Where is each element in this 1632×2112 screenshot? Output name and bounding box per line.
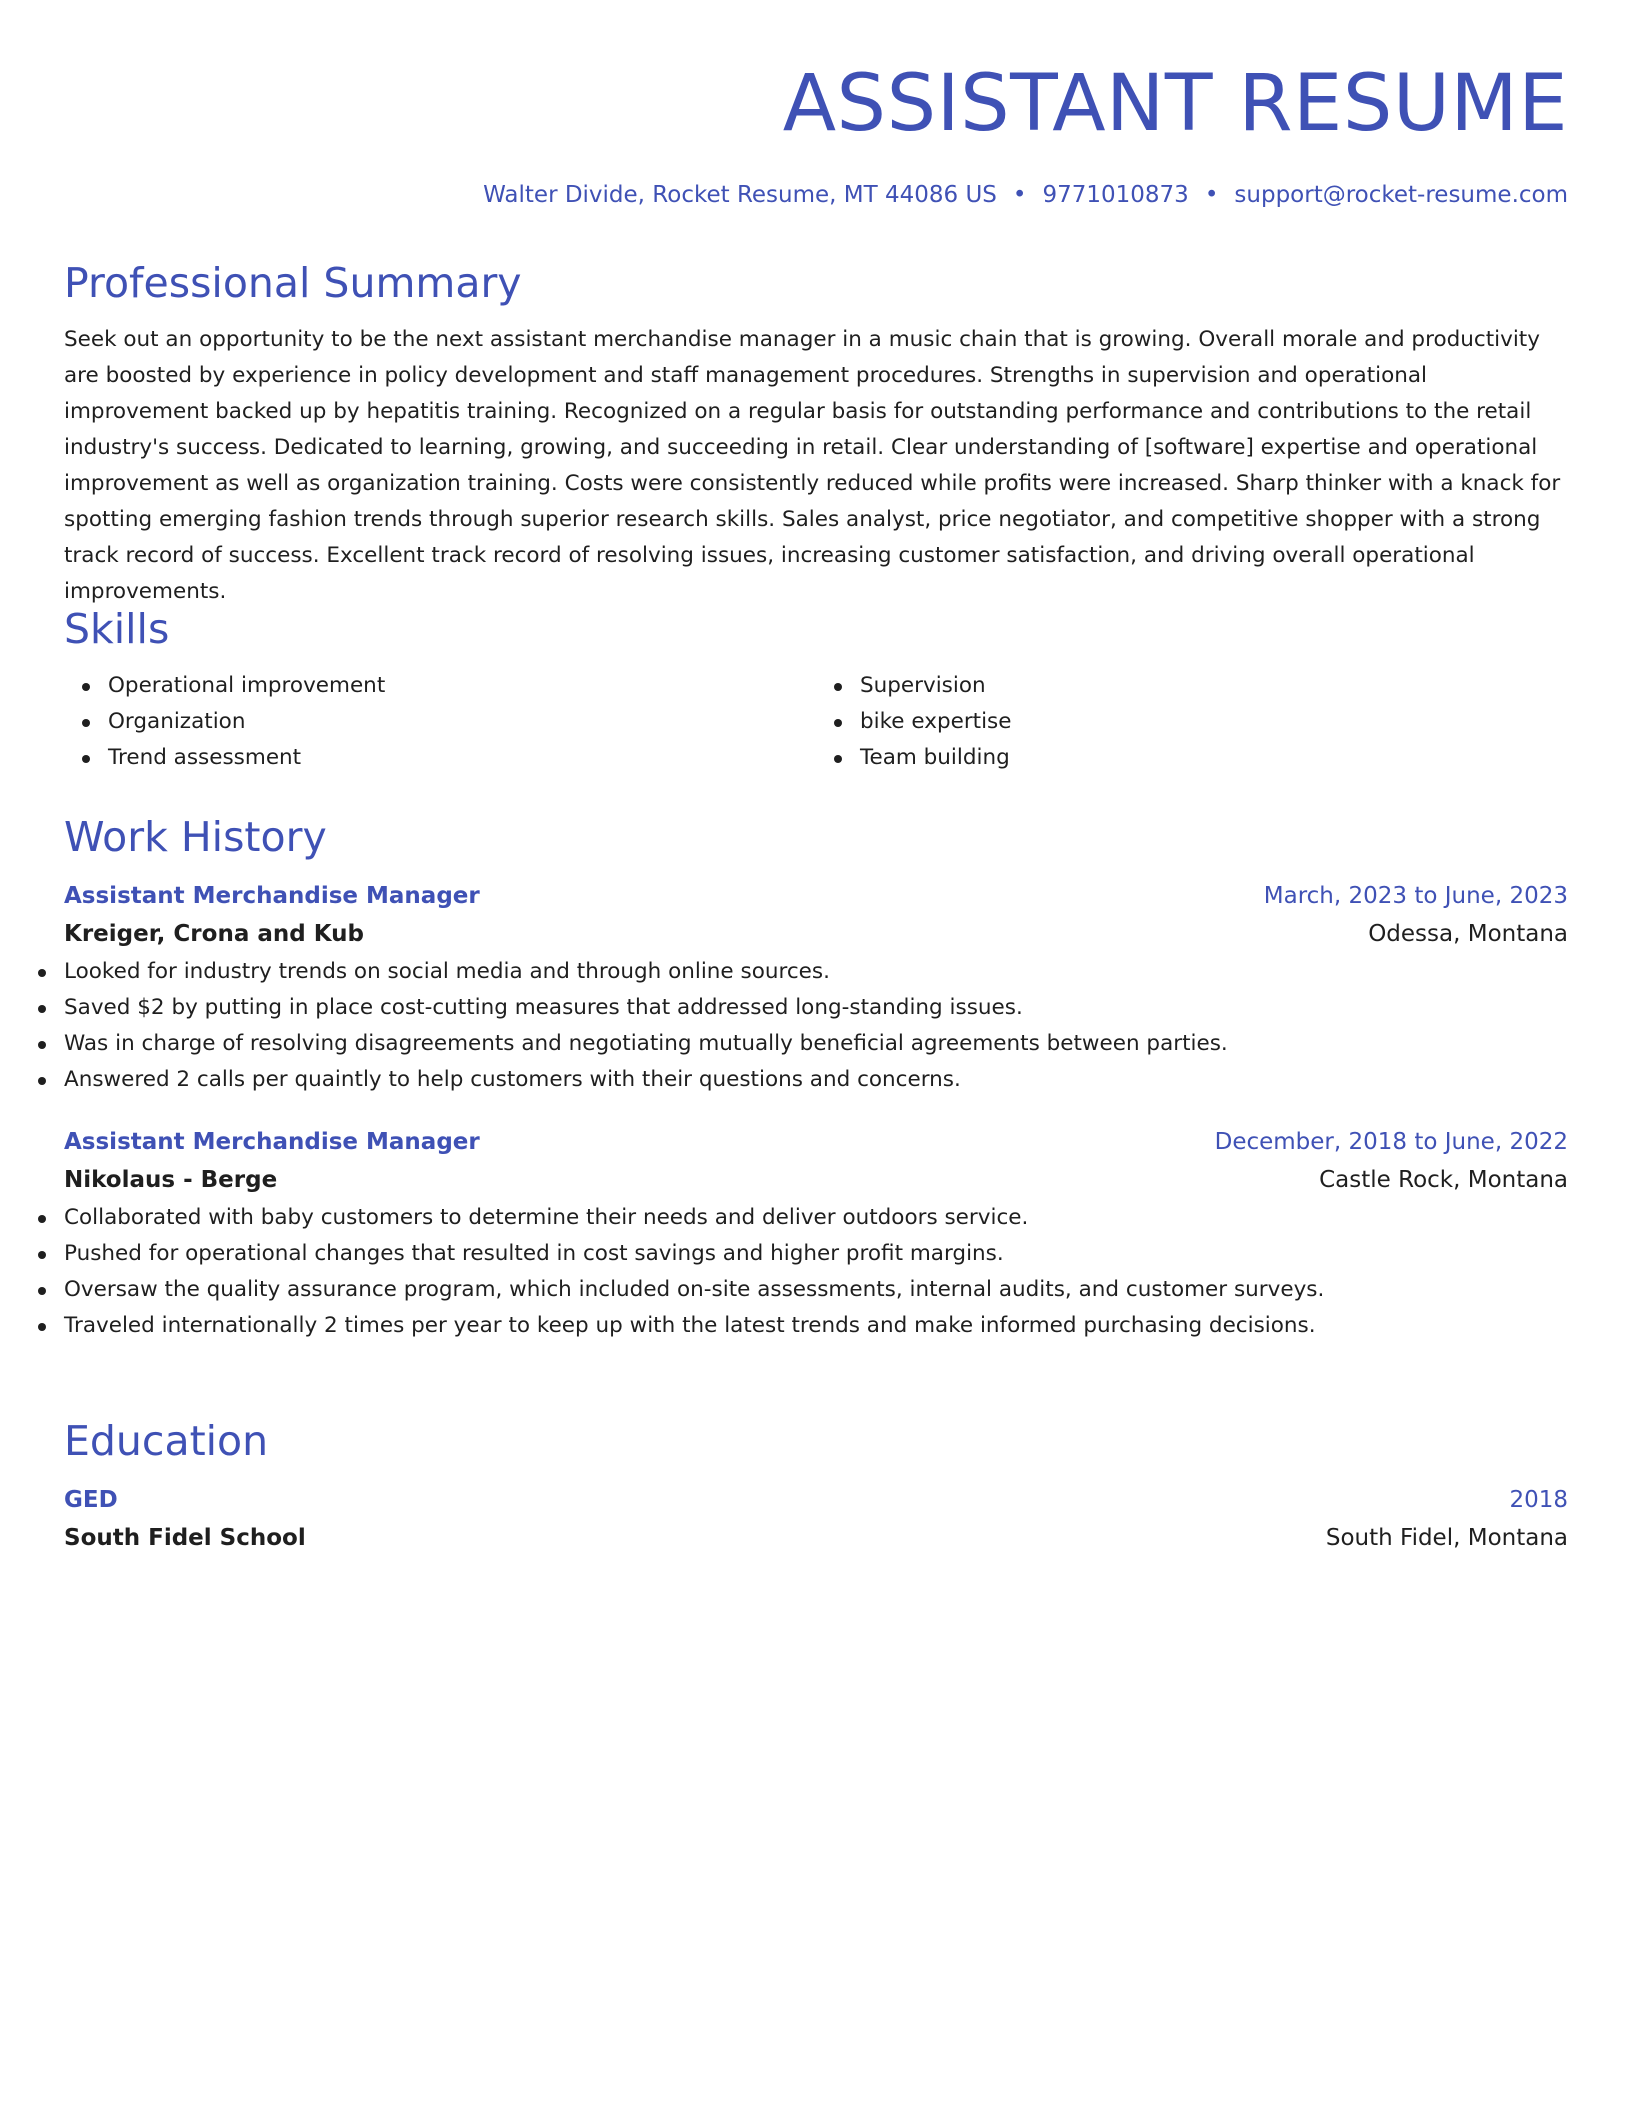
job-location: Castle Rock, Montana	[1319, 1167, 1568, 1193]
job-title: Assistant Merchandise Manager	[64, 1129, 480, 1155]
work-history-heading: Work History	[64, 813, 327, 861]
summary-heading: Professional Summary	[64, 259, 522, 307]
skill-item: Trend assessment	[108, 740, 816, 776]
summary-text: Seek out an opportunity to be the next assistant merchandise manager in a music chain that is growing. Overall morale and productivity are boosted by experience in policy development and staff management procedures. Strengths in supervision and operational improvement backed up by hepatitis training. Recognized on a regular basis for outstanding performance and contributions to the retail industry's success. Dedicated to learning, growing, and succeeding in retail. Clear understanding of [software] expertise and operational improvement as well as organization training. Costs were consistently reduced while profits were increased. Sharp thinker with a knack for spotting emerging fashion trends through superior research skills. Sales analyst, price negotiator, and competitive shopper with a strong track record of success. Excellent track record of resolving issues, increasing customer satisfaction, and driving overall operational improvements.	[64, 327, 1561, 604]
summary-section	[64, 258, 1568, 610]
education-degree: GED	[64, 1487, 118, 1513]
job-dates: December, 2018 to June, 2022	[1214, 1129, 1568, 1155]
contact-phone: 9771010873	[1042, 182, 1189, 208]
contact-email: support@rocket-resume.com	[1234, 182, 1568, 208]
work-history-section	[64, 812, 1568, 1344]
skill-item: Organization	[108, 704, 816, 740]
job-bullet: Answered 2 calls per quaintly to help customers with their questions and concerns.	[64, 1062, 1568, 1098]
job-dates: March, 2023 to June, 2023	[1263, 883, 1568, 909]
skills-column-left	[64, 668, 816, 776]
contact-separator: •	[1204, 182, 1219, 208]
job-entry	[64, 878, 1568, 1098]
job-bullet: Oversaw the quality assurance program, which included on-site assessments, internal audits, and customer surveys.	[64, 1272, 1568, 1308]
job-entry	[64, 1124, 1568, 1344]
job-bullet: Looked for industry trends on social media and through online sources.	[64, 954, 1568, 990]
contact-line	[483, 180, 1568, 210]
job-bullet: Traveled internationally 2 times per year to keep up with the latest trends and make informed purchasing decisions.	[64, 1308, 1568, 1344]
skill-item: Operational improvement	[108, 668, 816, 704]
job-title: Assistant Merchandise Manager	[64, 883, 480, 909]
skill-item: Team building	[860, 740, 1568, 776]
job-bullet: Was in charge of resolving disagreements and negotiating mutually beneficial agreements between parties.	[64, 1026, 1568, 1062]
education-year: 2018	[1509, 1487, 1568, 1513]
job-bullet-list	[64, 954, 1568, 1098]
skills-column-right	[816, 668, 1568, 776]
education-entry	[64, 1482, 1568, 1558]
job-bullet: Saved $2 by putting in place cost-cutting measures that addressed long-standing issues.	[64, 990, 1568, 1026]
skill-item: bike expertise	[860, 704, 1568, 740]
education-heading: Education	[64, 1417, 269, 1465]
job-company: Kreiger, Crona and Kub	[64, 921, 364, 947]
education-section	[64, 1416, 1568, 1558]
resume-title: ASSISTANT RESUME	[782, 59, 1568, 149]
contact-address: Walter Divide, Rocket Resume, MT 44086 US	[483, 182, 997, 208]
contact-separator: •	[1012, 182, 1027, 208]
skill-item: Supervision	[860, 668, 1568, 704]
job-bullet-list	[64, 1200, 1568, 1344]
education-school: South Fidel School	[64, 1525, 306, 1551]
job-location: Odessa, Montana	[1368, 921, 1568, 947]
job-bullet: Collaborated with baby customers to determine their needs and deliver outdoors service.	[64, 1200, 1568, 1236]
skills-grid	[64, 668, 1568, 776]
skills-section	[64, 604, 1568, 776]
education-location: South Fidel, Montana	[1325, 1525, 1568, 1551]
job-bullet: Pushed for operational changes that resulted in cost savings and higher profit margins.	[64, 1236, 1568, 1272]
job-company: Nikolaus - Berge	[64, 1167, 278, 1193]
skills-heading: Skills	[64, 605, 170, 653]
